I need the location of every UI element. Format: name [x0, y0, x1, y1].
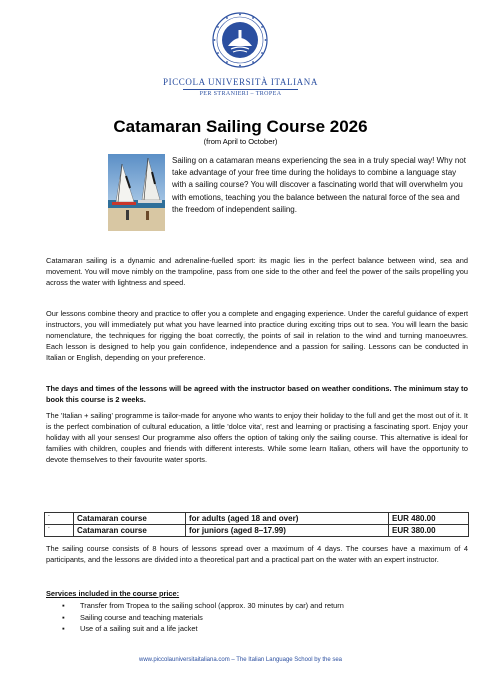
table-row — [45, 525, 469, 537]
paragraph-course-details: The sailing course consists of 8 hours of lessons spread over a maximum of 4 days. The courses have a maximum of 4 participants, and the lessons are divided into a theoretical part and a practical part on the water with an expert instructor. — [46, 544, 468, 564]
price-table — [44, 512, 469, 537]
list-item — [62, 600, 462, 612]
paragraph-lessons: Our lessons combine theory and practice to offer you a complete and engaging experience. Under the careful guidance of expert instructors, you will immediately put what you have learned into practice during exciting trips out to sea. You will learn the basic nomenclature, the techniques for rigging the boat correctly, the points of sail in relation to the wind and turning manoeuvres. Each lesson is designed to help you gain confidence, independence and a passion for sailing. Lessons can be conducted in Italian or English, depending on your preference. — [46, 309, 468, 362]
brand-name: PICCOLA UNIVERSITÀ ITALIANA — [163, 77, 318, 87]
paragraph-programme: The 'Italian + sailing' programme is tailor-made for anyone who wants to enjoy their holiday to the full and get the most out of it. It is the perfect combination of cultural education, a little 'dolce vita', rest and learning or practising a fascinating sport. Enjoy your holiday with all your senses! Our programme also offers the option of taking only the sailing course. This alternative is ideal for families with children, couples and friends with different interests. While some learn Italian, others will have the opportunity to devote themselves to their favourite water sports. — [46, 411, 468, 464]
service-text: Transfer from Tropea to the sailing school (approx. 30 minutes by car) and return — [80, 601, 344, 610]
price-row-bullet: - — [45, 525, 74, 537]
price-row-audience: for adults (aged 18 and over) — [186, 513, 389, 525]
brand-divider — [183, 89, 298, 90]
page-title: Catamaran Sailing Course 2026 — [113, 117, 368, 136]
catamaran-photo — [108, 154, 165, 231]
service-text: Use of a sailing suit and a life jacket — [80, 624, 198, 633]
bullet-icon: ▪ — [62, 601, 65, 610]
footer-link[interactable]: www.piccolauniversitaitaliana.com – The Italian Language School by the sea — [138, 657, 342, 663]
paragraph-scheduling: The days and times of the lessons will be agreed with the instructor based on weather conditions. The minimum stay to book this course is 2 weeks. — [46, 384, 468, 404]
bullet-icon: ▪ — [62, 612, 65, 622]
services-heading: Services included in the course price: — [46, 589, 180, 598]
page-subtitle: (from April to October) — [203, 137, 278, 146]
service-text: Sailing course and teaching materials — [80, 612, 203, 622]
price-row-bullet: - — [45, 513, 74, 525]
price-row-audience: for juniors (aged 8–17.99) — [186, 525, 389, 537]
price-row-amount: EUR 380.00 — [389, 525, 469, 537]
price-row-course: Catamaran course — [74, 525, 186, 537]
table-row — [45, 513, 469, 525]
university-logo-icon — [211, 10, 269, 70]
price-row-course: Catamaran course — [74, 513, 186, 525]
brand-tagline: PER STRANIERI – TROPEA — [199, 91, 282, 97]
paragraph-sport: Catamaran sailing is a dynamic and adrenaline-fuelled sport: its magic lies in the perfect balance between wind, sea and movement. You will move nimbly on the trampoline, pass from one side to the other and feel the power of the sails propelling you across the water with lightness and speed. — [46, 256, 468, 287]
intro-paragraph: Sailing on a catamaran means experiencing the sea in a truly special way! Why not take advantage of your free time during the holidays to combine a language stay with a sailing course? You will discover a fascinating world that will overwhelm you with emotions, teaching you the balance between the natural force of the sea and the freedom of independent sailing. — [172, 156, 466, 214]
list-item — [62, 612, 462, 624]
list-item — [62, 623, 462, 635]
price-row-amount: EUR 480.00 — [389, 513, 469, 525]
services-list — [62, 600, 462, 635]
bullet-icon: ▪ — [62, 624, 65, 633]
